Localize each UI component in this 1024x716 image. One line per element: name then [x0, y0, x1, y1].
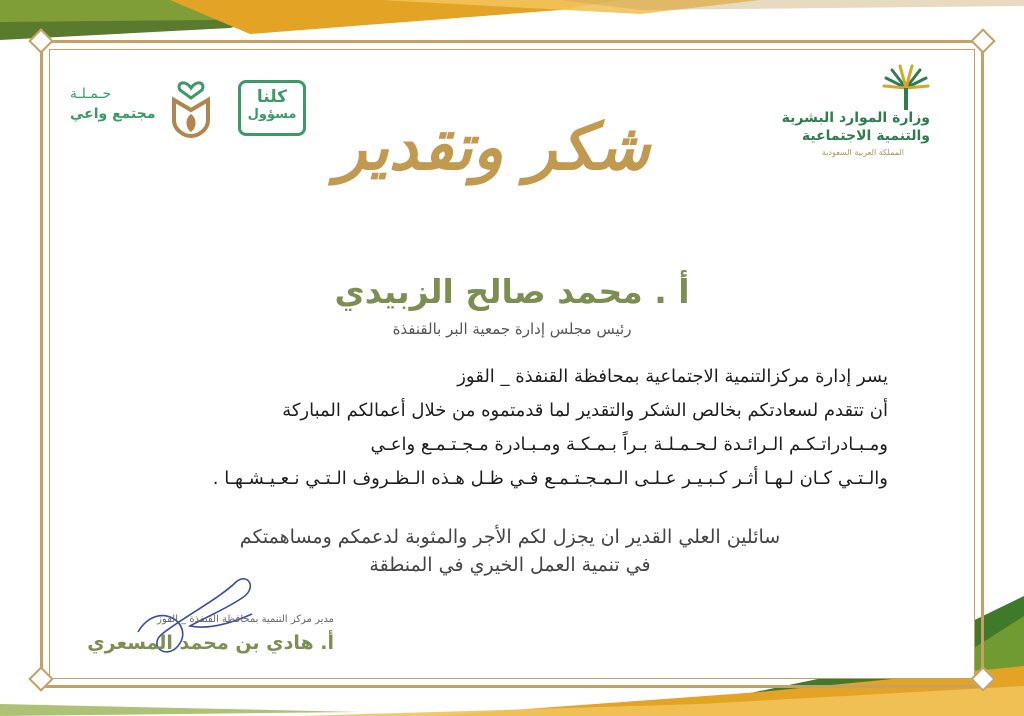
campaign-label: حـمـلـة	[70, 86, 112, 102]
closing-line-2: في تنمية العمل الخيري في المنطقة	[369, 554, 651, 576]
ministry-country: المملكة العربية السعودية	[821, 148, 904, 157]
kulluna-logo-line2: مسؤول	[247, 107, 297, 122]
certificate-title: شكر وتقدير	[335, 110, 650, 185]
closing-line-1: سائلين العلي القدير ان يجزل لكم الأجر والمثوبة لدعمكم ومساهمتكم	[239, 526, 781, 548]
kulluna-masool-logo	[238, 80, 306, 136]
body-line-3: ومـبـادراتـكـم الـرائـدة لـحـمـلـة بـراً بـمـكـة ومـبـادرة مـجـتـمـع واعـي	[370, 434, 888, 455]
ministry-name-line2: والتنمية الاجتماعية	[801, 128, 930, 144]
body-line-2: أن تتقدم لسعادتكم بخالص الشكر والتقدير لما قدمتموه من خلال أعمالكم المباركة	[282, 400, 888, 421]
campaign-name: مجتمع واعي	[70, 106, 156, 122]
signatory-name: أ. هادي بن محمد المسعري	[87, 632, 334, 654]
recipient-name: أ . محمد صالح الزبيدي	[334, 272, 690, 311]
recipient-role: رئيس مجلس إدارة جمعية البر بالقنفذة	[392, 320, 632, 338]
kulluna-logo-line1: كلنا	[256, 87, 288, 107]
signatory-role: مدير مركز التنمية بمحافظة القنفذة _ القوز	[157, 614, 334, 625]
body-line-1: يسر إدارة مركزالتنمية الاجتماعية بمحافظة القنفذة _ القوز	[457, 366, 888, 387]
heart-tulip-logo-icon	[168, 76, 214, 140]
ministry-palm-emblem-icon	[880, 64, 932, 112]
ministry-name-line1: وزارة الموارد البشرية	[781, 110, 930, 126]
body-line-4: والـتـي كـان لـهـا أثـر كـبـيـر عـلـى الـمـجـتـمـع فـي ظـل هـذه الـظـروف الـتـي نـعـيـشـهـا .	[212, 468, 888, 489]
